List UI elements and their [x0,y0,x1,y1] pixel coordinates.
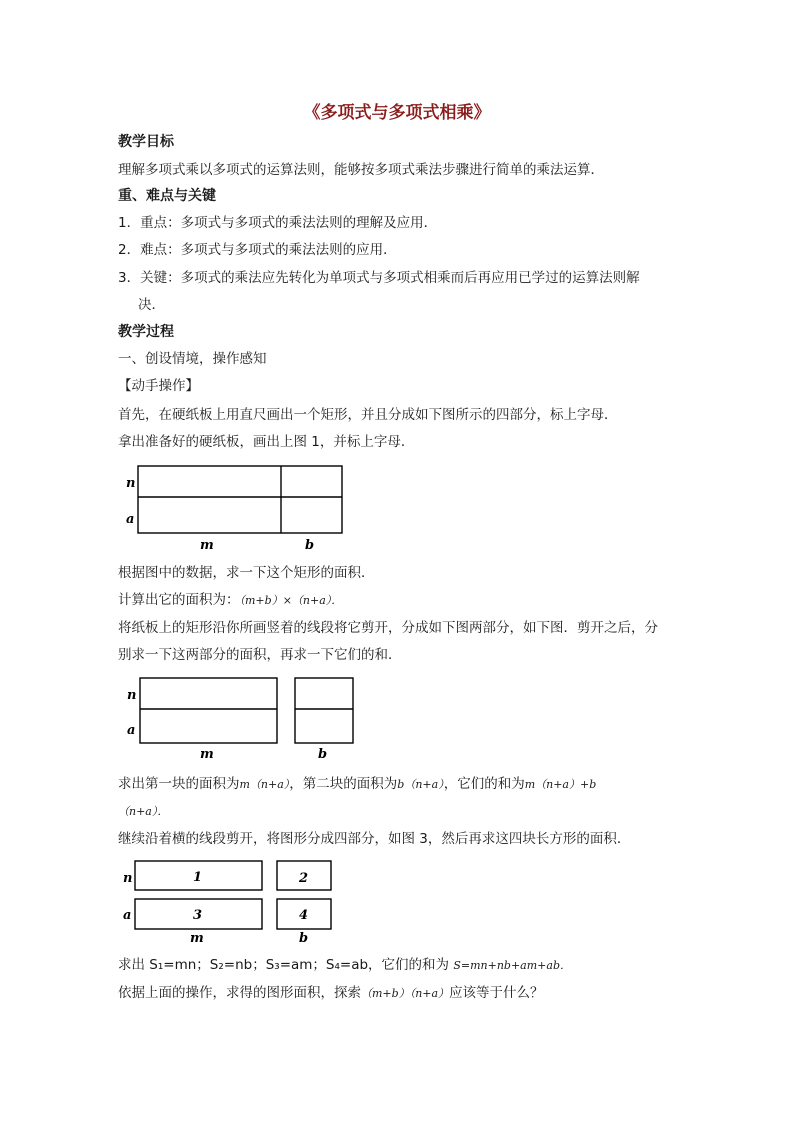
fig3-num-4: 4 [299,908,309,923]
fig3-label-b: b [299,931,309,946]
p9-expression: （m+b）（n+a） [361,987,450,1000]
paragraph-7: 继续沿着横的线段剪开，将图形分成四部分，如图 3，然后再求这四块长方形的面积． [118,831,631,847]
fig1-label-a: a [126,512,135,527]
fig2-left-rect [140,678,277,743]
fig3-label-n: n [123,871,133,886]
paragraph-1: 首先，在硬纸板上用直尺画出一个矩形，并且分成如下图所示的四部分，标上字母． [118,407,618,423]
p6-expr-3: m（n+a）+b [524,778,597,791]
p8-text: 求出 S₁=mn；S₂=nb；S₃=am；S₄=ab，它们的和为 [118,957,454,973]
paragraph-5b: 别求一下这两部分的面积，再求一下它们的和． [118,647,402,663]
p9-text-1: 依据上面的操作，求得的图形面积，探索 [118,985,361,1001]
figure-3 [118,855,343,950]
paragraph-5a: 将纸板上的矩形沿你所画竖着的线段将它剪开，分成如下图两部分，如下图．剪开之后，分 [118,620,658,636]
heading-process: 教学过程 [118,324,174,340]
p6-text-1: 求出第一块的面积为 [118,776,240,792]
paragraph-3: 根据图中的数据，求一下这个矩形的面积． [118,565,375,581]
p6-text-3: ，它们的和为 [443,776,525,792]
p8-expression: S=mn+nb+am+ab． [453,959,571,972]
key-point-1: 1．重点：多项式与多项式的乘法法则的理解及应用． [118,215,438,231]
p6-expr-4: （n+a）． [118,805,169,818]
p6-text-2: ，第二块的面积为 [289,776,398,792]
paragraph-9 [118,983,544,1004]
operation-label: 【动手操作】 [118,378,199,394]
fig1-label-n: n [126,476,136,491]
fig1-outer-rect [138,466,342,533]
fig2-label-b: b [318,747,328,762]
goal-text: 理解多项式乘以多项式的运算法则，能够按多项式乘法步骤进行简单的乘法运算． [118,162,604,178]
heading-key: 重、难点与关键 [118,188,216,204]
p6-expr-1: m（n+a） [239,778,290,791]
fig2-label-a: a [127,723,136,738]
paragraph-8 [118,955,571,976]
fig3-label-m: m [190,931,204,946]
paragraph-6a [118,774,596,795]
p4-expression: （m+b）×（n+a）． [239,594,343,607]
key-point-3-cont: 决． [138,297,165,313]
key-point-3: 3．关键：多项式的乘法应先转化为单项式与多项式相乘而后再应用已学过的运算法则解 [118,270,640,286]
fig2-right-rect [295,678,353,743]
heading-goal: 教学目标 [118,134,174,150]
fig2-label-n: n [127,688,137,703]
fig3-num-3: 3 [193,908,203,923]
figure-1 [118,460,358,555]
fig1-label-m: m [200,538,214,553]
key-point-2: 2．难点：多项式与多项式的乘法法则的应用． [118,242,397,258]
paragraph-2: 拿出准备好的硬纸板，画出上图 1，并标上字母． [118,434,415,450]
step-1: 一、创设情境，操作感知 [118,351,267,367]
p9-text-2: 应该等于什么？ [449,985,544,1001]
paragraph-4 [118,590,342,611]
paragraph-6b [118,801,168,822]
fig2-label-m: m [200,747,214,762]
p6-expr-2: b（n+a） [397,778,444,791]
fig1-label-b: b [305,538,315,553]
p4-text: 计算出它的面积为： [118,592,240,608]
fig3-label-a: a [123,908,132,923]
fig3-num-2: 2 [299,871,309,886]
page-title: 《多项式与多项式相乘》 [303,103,491,123]
fig3-num-1: 1 [193,870,203,885]
figure-2 [118,670,368,765]
